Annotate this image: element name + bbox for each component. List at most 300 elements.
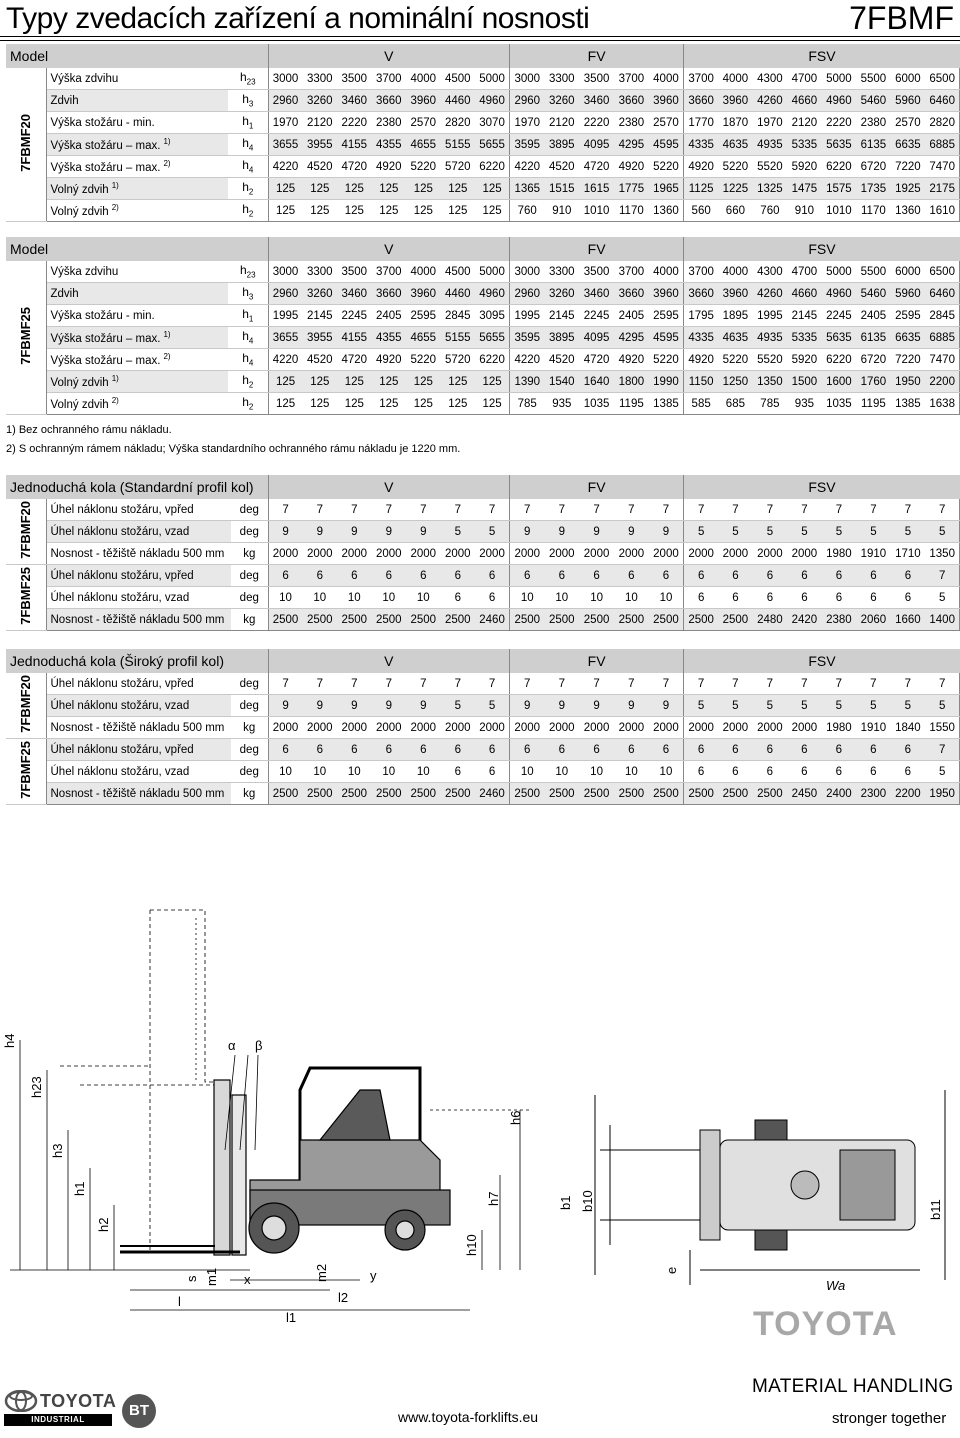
value-cell: 9 (544, 695, 579, 717)
value-cell: 4000 (406, 261, 441, 283)
value-cell: 6 (579, 565, 614, 587)
forklift-side-view (120, 1068, 450, 1255)
value-cell: 4460 (441, 90, 476, 112)
model-header: Model (6, 237, 268, 261)
value-cell: 560 (684, 200, 719, 222)
value-cell: 10 (372, 761, 407, 783)
table-row (6, 68, 960, 90)
value-cell: 2000 (510, 543, 545, 565)
value-cell: 2120 (544, 112, 579, 134)
value-cell: 4520 (544, 156, 579, 178)
value-cell: 7 (822, 673, 857, 695)
value-cell: 6135 (856, 327, 891, 349)
value-cell: 9 (303, 521, 338, 543)
value-cell: 1980 (822, 543, 857, 565)
value-cell: 3960 (649, 90, 684, 112)
value-cell: 4095 (579, 327, 614, 349)
value-cell: 3700 (372, 68, 407, 90)
value-cell: 3300 (544, 68, 579, 90)
param-text: Volný zdvih (50, 205, 109, 218)
label-h23: h23 (29, 1076, 44, 1098)
param-label (46, 112, 228, 134)
param-label (46, 156, 228, 178)
value-cell: 4520 (303, 156, 338, 178)
industrial-equipment-badge: INDUSTRIAL EQUIPMENT (4, 1414, 112, 1426)
label-beta: β (255, 1038, 263, 1053)
value-cell: 6 (268, 565, 303, 587)
value-cell: 7 (753, 673, 788, 695)
value-cell: 2380 (856, 112, 891, 134)
value-cell: 3660 (684, 283, 719, 305)
value-cell: 1840 (891, 717, 926, 739)
value-cell: 2300 (856, 783, 891, 805)
value-cell: 3960 (718, 90, 753, 112)
value-cell: 125 (441, 200, 476, 222)
value-cell: 5220 (649, 156, 684, 178)
model-group-text: 7FBMF25 (18, 741, 34, 799)
value-cell: 9 (579, 695, 614, 717)
value-cell: 5460 (856, 283, 891, 305)
value-cell: 7 (475, 499, 510, 521)
value-cell: 4220 (268, 156, 303, 178)
value-cell: 6 (406, 739, 441, 761)
value-cell: 3260 (544, 90, 579, 112)
value-cell: 1010 (822, 200, 857, 222)
param-label: Nosnost - těžiště nákladu 500 mm (46, 783, 231, 805)
value-cell: 125 (268, 393, 303, 415)
value-cell: 4655 (406, 134, 441, 156)
table-row (6, 393, 960, 415)
table-row (6, 587, 960, 609)
value-cell: 3700 (684, 68, 719, 90)
value-cell: 1360 (649, 200, 684, 222)
label-b10: b10 (580, 1190, 595, 1212)
value-cell: 2000 (406, 717, 441, 739)
value-cell: 5 (718, 695, 753, 717)
param-label: Úhel náklonu stožáru, vzad (46, 761, 231, 783)
param-label (46, 283, 228, 305)
value-cell: 1710 (891, 543, 926, 565)
value-cell: 2000 (649, 717, 684, 739)
param-label (46, 178, 228, 200)
value-cell: 125 (406, 178, 441, 200)
value-cell: 4635 (718, 134, 753, 156)
symbol-subscript: 2 (248, 209, 254, 219)
unit-cell: deg (231, 739, 268, 761)
value-cell: 7 (718, 499, 753, 521)
value-cell: 2500 (268, 783, 303, 805)
value-cell: 10 (510, 587, 545, 609)
value-cell: 125 (303, 200, 338, 222)
value-cell: 4700 (787, 261, 822, 283)
unit-cell: deg (231, 499, 268, 521)
value-cell: 7 (684, 673, 719, 695)
bt-logo-text: BT (129, 1402, 149, 1419)
value-cell: 3960 (406, 283, 441, 305)
forklift-dimension-diagram (0, 890, 960, 1330)
value-cell: 5000 (475, 261, 510, 283)
symbol-text: h (242, 395, 249, 410)
material-handling-title: MATERIAL HANDLING (752, 1376, 954, 1397)
value-cell: 4260 (753, 283, 788, 305)
value-cell: 10 (303, 761, 338, 783)
model-group-text: 7FBMF20 (18, 675, 34, 733)
param-label: Úhel náklonu stožáru, vpřed (46, 565, 231, 587)
value-cell: 10 (337, 761, 372, 783)
value-cell: 2500 (579, 609, 614, 631)
symbol-text: h (242, 136, 249, 151)
value-cell: 3895 (544, 134, 579, 156)
value-cell: 2500 (684, 609, 719, 631)
symbol-subscript: 1 (248, 314, 254, 324)
value-cell: 125 (475, 371, 510, 393)
param-symbol (228, 349, 268, 371)
value-cell: 6220 (822, 156, 857, 178)
value-cell: 7 (891, 673, 926, 695)
value-cell: 1995 (753, 305, 788, 327)
param-symbol (228, 327, 268, 349)
value-cell: 7 (925, 673, 960, 695)
param-label: Úhel náklonu stožáru, vzad (46, 695, 231, 717)
symbol-text: h (242, 307, 249, 322)
value-cell: 4000 (718, 261, 753, 283)
value-cell: 7 (544, 673, 579, 695)
value-cell: 1385 (891, 393, 926, 415)
value-cell: 3660 (614, 283, 649, 305)
model-code: 7FBMF (849, 0, 954, 36)
param-label: Nosnost - těžiště nákladu 500 mm (46, 717, 231, 739)
value-cell: 6500 (925, 261, 960, 283)
value-cell: 2120 (303, 112, 338, 134)
value-cell: 2960 (510, 90, 545, 112)
value-cell: 2000 (268, 717, 303, 739)
value-cell: 10 (614, 587, 649, 609)
value-cell: 2500 (510, 783, 545, 805)
value-cell: 2000 (441, 543, 476, 565)
value-cell: 7 (406, 499, 441, 521)
model-group-text: 7FBMF20 (18, 114, 34, 172)
value-cell: 2245 (337, 305, 372, 327)
table-row (6, 283, 960, 305)
value-cell: 3595 (510, 134, 545, 156)
value-cell: 125 (372, 371, 407, 393)
value-cell: 6635 (891, 327, 926, 349)
symbol-subscript: 23 (246, 270, 256, 280)
label-h2: h2 (96, 1217, 111, 1232)
value-cell: 2595 (649, 305, 684, 327)
value-cell: 2400 (822, 783, 857, 805)
value-cell: 2500 (718, 783, 753, 805)
model-group-text: 7FBMF25 (18, 307, 34, 365)
footnote-ref: 2) (111, 203, 119, 213)
value-cell: 2000 (718, 717, 753, 739)
value-cell: 1010 (579, 200, 614, 222)
value-cell: 6 (891, 565, 926, 587)
value-cell: 2000 (614, 717, 649, 739)
value-cell: 2175 (925, 178, 960, 200)
symbol-text: h (239, 70, 247, 85)
value-cell: 5 (718, 521, 753, 543)
value-cell: 4220 (510, 349, 545, 371)
table-row (6, 90, 960, 112)
value-cell: 6 (684, 565, 719, 587)
value-cell: 6 (856, 565, 891, 587)
value-cell: 4720 (337, 156, 372, 178)
mast-header-v: V (268, 475, 510, 499)
value-cell: 6460 (925, 283, 960, 305)
param-label (46, 393, 228, 415)
value-cell: 4260 (753, 90, 788, 112)
value-cell: 5220 (718, 349, 753, 371)
table-row (6, 499, 960, 521)
param-symbol (228, 178, 268, 200)
value-cell: 4720 (337, 349, 372, 371)
value-cell: 6 (822, 565, 857, 587)
value-cell: 1870 (718, 112, 753, 134)
value-cell: 7 (925, 565, 960, 587)
value-cell: 9 (372, 695, 407, 717)
table-row (6, 156, 960, 178)
value-cell: 6 (544, 565, 579, 587)
horizontal-dimension-lines (130, 1280, 470, 1310)
value-cell: 4595 (649, 134, 684, 156)
value-cell: 4355 (372, 134, 407, 156)
value-cell: 7 (579, 499, 614, 521)
value-cell: 9 (303, 695, 338, 717)
mast-outline (60, 910, 225, 1250)
value-cell: 2500 (337, 609, 372, 631)
value-cell: 2500 (406, 783, 441, 805)
model-group-label (6, 68, 46, 222)
value-cell: 2000 (475, 543, 510, 565)
value-cell: 5 (856, 695, 891, 717)
value-cell: 4000 (649, 68, 684, 90)
value-cell: 7 (372, 673, 407, 695)
value-cell: 4920 (372, 349, 407, 371)
symbol-subscript: 2 (248, 380, 254, 390)
value-cell: 1950 (891, 371, 926, 393)
value-cell: 10 (544, 761, 579, 783)
value-cell: 760 (753, 200, 788, 222)
value-cell: 2500 (441, 609, 476, 631)
value-cell: 1970 (510, 112, 545, 134)
value-cell: 2500 (614, 609, 649, 631)
table-row (6, 695, 960, 717)
param-label: Úhel náklonu stožáru, vpřed (46, 673, 231, 695)
value-cell: 2000 (303, 717, 338, 739)
param-text: Výška stožáru – max. (50, 354, 161, 367)
value-cell: 5000 (475, 68, 510, 90)
value-cell: 2000 (614, 543, 649, 565)
value-cell: 1550 (925, 717, 960, 739)
label-b11: b11 (928, 1199, 943, 1220)
value-cell: 6 (753, 739, 788, 761)
value-cell: 125 (475, 393, 510, 415)
value-cell: 785 (753, 393, 788, 415)
value-cell: 1910 (856, 543, 891, 565)
symbol-text: h (242, 92, 249, 107)
value-cell: 1540 (544, 371, 579, 393)
value-cell: 6 (822, 587, 857, 609)
value-cell: 2480 (753, 609, 788, 631)
value-cell: 125 (441, 393, 476, 415)
value-cell: 5 (822, 521, 857, 543)
value-cell: 6135 (856, 134, 891, 156)
value-cell: 660 (718, 200, 753, 222)
value-cell: 2000 (787, 543, 822, 565)
param-text: Výška stožáru – max. (50, 332, 161, 345)
value-cell: 7 (718, 673, 753, 695)
value-cell: 2000 (753, 543, 788, 565)
value-cell: 2500 (337, 783, 372, 805)
param-label (46, 371, 228, 393)
value-cell: 1365 (510, 178, 545, 200)
table-header-row (6, 237, 960, 261)
label-b1: b1 (558, 1195, 573, 1210)
value-cell: 3595 (510, 327, 545, 349)
footnote-ref: 2) (111, 396, 119, 406)
value-cell: 10 (649, 587, 684, 609)
wheel-table-title: Jednoduchá kola (Standardní profil kol) (6, 475, 268, 499)
mast-header-v: V (268, 44, 510, 68)
value-cell: 7 (753, 499, 788, 521)
value-cell: 2500 (718, 609, 753, 631)
value-cell: 7 (268, 499, 303, 521)
value-cell: 10 (268, 761, 303, 783)
value-cell: 3300 (544, 261, 579, 283)
value-cell: 125 (372, 393, 407, 415)
value-cell: 2500 (579, 783, 614, 805)
value-cell: 5220 (649, 349, 684, 371)
value-cell: 2000 (579, 717, 614, 739)
value-cell: 2060 (856, 609, 891, 631)
value-cell: 3300 (303, 261, 338, 283)
value-cell: 5335 (787, 327, 822, 349)
value-cell: 6 (753, 761, 788, 783)
model-header: Model (6, 44, 268, 68)
value-cell: 7 (337, 673, 372, 695)
value-cell: 6 (303, 565, 338, 587)
param-label (46, 134, 228, 156)
value-cell: 2000 (684, 543, 719, 565)
param-symbol (228, 68, 268, 90)
footnote-2: 2) S ochranným rámem nákladu; Výška standardního ochranného rámu nákladu je 1220 mm. (6, 443, 461, 455)
value-cell: 3070 (475, 112, 510, 134)
value-cell: 4700 (787, 68, 822, 90)
value-cell: 2145 (544, 305, 579, 327)
value-cell: 125 (475, 200, 510, 222)
value-cell: 7 (268, 673, 303, 695)
value-cell: 3700 (372, 261, 407, 283)
value-cell: 5 (475, 521, 510, 543)
value-cell: 4520 (303, 349, 338, 371)
mast-header-fsv: FSV (684, 44, 960, 68)
value-cell: 2500 (753, 783, 788, 805)
value-cell: 5655 (475, 134, 510, 156)
symbol-text: h (242, 351, 249, 366)
value-cell: 2595 (891, 305, 926, 327)
value-cell: 3655 (268, 134, 303, 156)
value-cell: 2000 (544, 717, 579, 739)
value-cell: 5 (891, 695, 926, 717)
toyota-emblem-logo (4, 1390, 38, 1417)
value-cell: 5 (925, 521, 960, 543)
value-cell: 5220 (406, 349, 441, 371)
value-cell: 6000 (891, 68, 926, 90)
value-cell: 3960 (649, 283, 684, 305)
value-cell: 5 (441, 521, 476, 543)
value-cell: 6 (822, 739, 857, 761)
value-cell: 1925 (891, 178, 926, 200)
value-cell: 7 (614, 673, 649, 695)
value-cell: 6 (891, 739, 926, 761)
value-cell: 10 (268, 587, 303, 609)
table-row (6, 543, 960, 565)
value-cell: 9 (337, 521, 372, 543)
unit-cell: kg (231, 717, 268, 739)
value-cell: 6 (787, 565, 822, 587)
value-cell: 10 (337, 587, 372, 609)
value-cell: 3660 (372, 90, 407, 112)
model-group-text: 7FBMF20 (18, 501, 34, 559)
value-cell: 2000 (372, 717, 407, 739)
table-header-row (6, 44, 960, 68)
value-cell: 5635 (822, 134, 857, 156)
value-cell: 3460 (579, 283, 614, 305)
label-s: s (184, 1275, 199, 1282)
table-header-row (6, 649, 960, 673)
value-cell: 2820 (925, 112, 960, 134)
symbol-subscript: 2 (248, 402, 254, 412)
value-cell: 1575 (822, 178, 857, 200)
value-cell: 6 (856, 761, 891, 783)
value-cell: 3960 (718, 283, 753, 305)
value-cell: 5000 (822, 261, 857, 283)
value-cell: 3095 (475, 305, 510, 327)
value-cell: 7 (856, 499, 891, 521)
value-cell: 5520 (753, 156, 788, 178)
value-cell: 5 (925, 587, 960, 609)
label-h7: h7 (486, 1191, 501, 1206)
table-row (6, 371, 960, 393)
value-cell: 1350 (753, 371, 788, 393)
footnote-ref: 1) (111, 181, 119, 191)
param-text: Výška zdvihu (50, 72, 119, 85)
value-cell: 2500 (303, 609, 338, 631)
value-cell: 3000 (268, 68, 303, 90)
value-cell: 5 (475, 695, 510, 717)
value-cell: 2820 (441, 112, 476, 134)
value-cell: 2220 (579, 112, 614, 134)
value-cell: 2460 (475, 783, 510, 805)
value-cell: 2500 (268, 609, 303, 631)
value-cell: 1170 (856, 200, 891, 222)
table-row (6, 565, 960, 587)
value-cell: 4960 (475, 283, 510, 305)
value-cell: 4520 (544, 349, 579, 371)
value-cell: 5000 (822, 68, 857, 90)
value-cell: 4460 (441, 283, 476, 305)
param-label: Úhel náklonu stožáru, vpřed (46, 739, 231, 761)
table-row (6, 134, 960, 156)
value-cell: 910 (787, 200, 822, 222)
value-cell: 2000 (337, 717, 372, 739)
website-url[interactable]: www.toyota-forklifts.eu (398, 1409, 539, 1425)
value-cell: 9 (268, 695, 303, 717)
value-cell: 4000 (649, 261, 684, 283)
value-cell: 3260 (303, 283, 338, 305)
wheel-table-wide (6, 649, 960, 805)
